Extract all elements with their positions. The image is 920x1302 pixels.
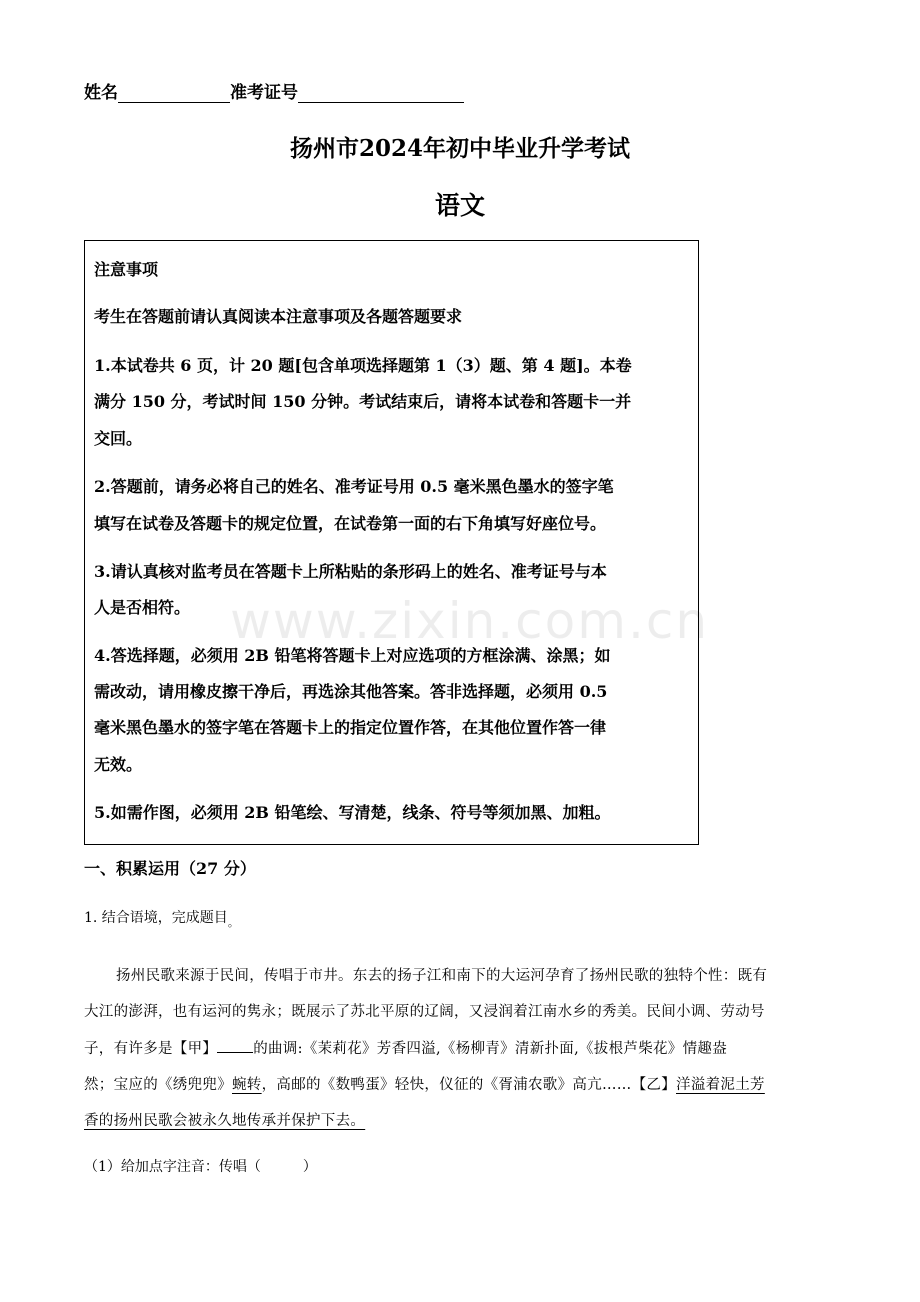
passage-line: [84, 1037, 727, 1058]
notice-intro: 考生在答题前请认真阅读本注意事项及各题答题要求: [94, 307, 463, 326]
name-label: 姓名: [84, 83, 118, 103]
underlined-sentence: 洋溢着泥土芳: [676, 1077, 765, 1093]
passage-segment: ，高邮的《数鸭蛋》轻快，仪征的《胥浦农歌》高亢……【乙】: [261, 1077, 677, 1093]
exam-title: 扬州市2024年初中毕业升学考试: [289, 135, 630, 162]
subquestion-1: （1）给加点字注音：传唱（ ）: [84, 1159, 317, 1175]
underlined-sentence: 香的扬州民歌会被永久地传承并保护下去。: [84, 1113, 366, 1129]
notice-line: 人是否相符。: [94, 598, 191, 617]
underlined-word: 蜿转: [232, 1077, 262, 1093]
notice-line: 4.答选择题，必须用 2B 铅笔将答题卡上对应选项的方框涂满、涂黑；如: [94, 646, 611, 665]
notice-line: 1.本试卷共 6 页，计 20 题[包含单项选择题第 1（3）题、第 4 题]。本卷: [94, 356, 632, 375]
notice-line: 满分 150 分，考试时间 150 分钟。考试结束后，请将本试卷和答题卡一并: [94, 392, 632, 411]
blank-jia[interactable]: [217, 1038, 253, 1053]
notice-line: 3.请认真核对监考员在答题卡上所粘贴的条形码上的姓名、准考证号与本: [94, 562, 607, 581]
notice-line: 2.答题前，请务必将自己的姓名、准考证号用 0.5 毫米黑色墨水的签字笔: [94, 477, 614, 496]
notice-line: 无效。: [94, 755, 143, 774]
passage-segment: 的曲调:《茉莉花》芳香四溢,《杨柳青》清新扑面,《拔根芦柴花》情趣盎: [253, 1041, 728, 1057]
question-1-dot: 。: [227, 916, 239, 929]
question-1-prompt: [84, 907, 239, 930]
passage-segment: 子，有许多是【甲】: [84, 1041, 218, 1057]
exam-id-blank[interactable]: [298, 84, 464, 103]
question-1-text: 1. 结合语境，完成题目: [84, 910, 228, 926]
passage-line: [84, 1073, 765, 1094]
notice-line: 交回。: [94, 429, 143, 448]
section-heading: 一、积累运用（27 分）: [84, 859, 256, 878]
notice-line: 5.如需作图，必须用 2B 铅笔绘、写清楚，线条、符号等须加黑、加粗。: [94, 803, 611, 822]
passage-line: 大江的澎湃，也有运河的隽永；既展示了苏北平原的辽阔，又浸润着江南水乡的秀美。民间小调、劳动号: [84, 1004, 765, 1020]
watermark: www.zixin.com.cn: [230, 592, 710, 650]
notice-line: 毫米黑色墨水的签字笔在答题卡上的指定位置作答，在其他位置作答一律: [94, 718, 607, 737]
candidate-info-line: [84, 78, 464, 103]
notice-line: 需改动，请用橡皮擦干净后，再选涂其他答案。答非选择题，必须用 0.5: [94, 682, 608, 701]
exam-id-label: 准考证号: [230, 83, 298, 103]
passage-line: 扬州民歌来源于民间，传唱于市井。东去的扬子江和南下的大运河孕育了扬州民歌的独特个性：既有: [116, 968, 768, 984]
name-blank[interactable]: [118, 84, 230, 103]
notice-box: [84, 240, 699, 845]
subject-title: 语文: [434, 191, 485, 220]
notice-line: 填写在试卷及答题卡的规定位置，在试卷第一面的右下角填写好座位号。: [94, 514, 607, 533]
notice-heading: 注意事项: [94, 260, 159, 279]
passage-segment: 然；宝应的《绣兜兜》: [84, 1077, 232, 1093]
